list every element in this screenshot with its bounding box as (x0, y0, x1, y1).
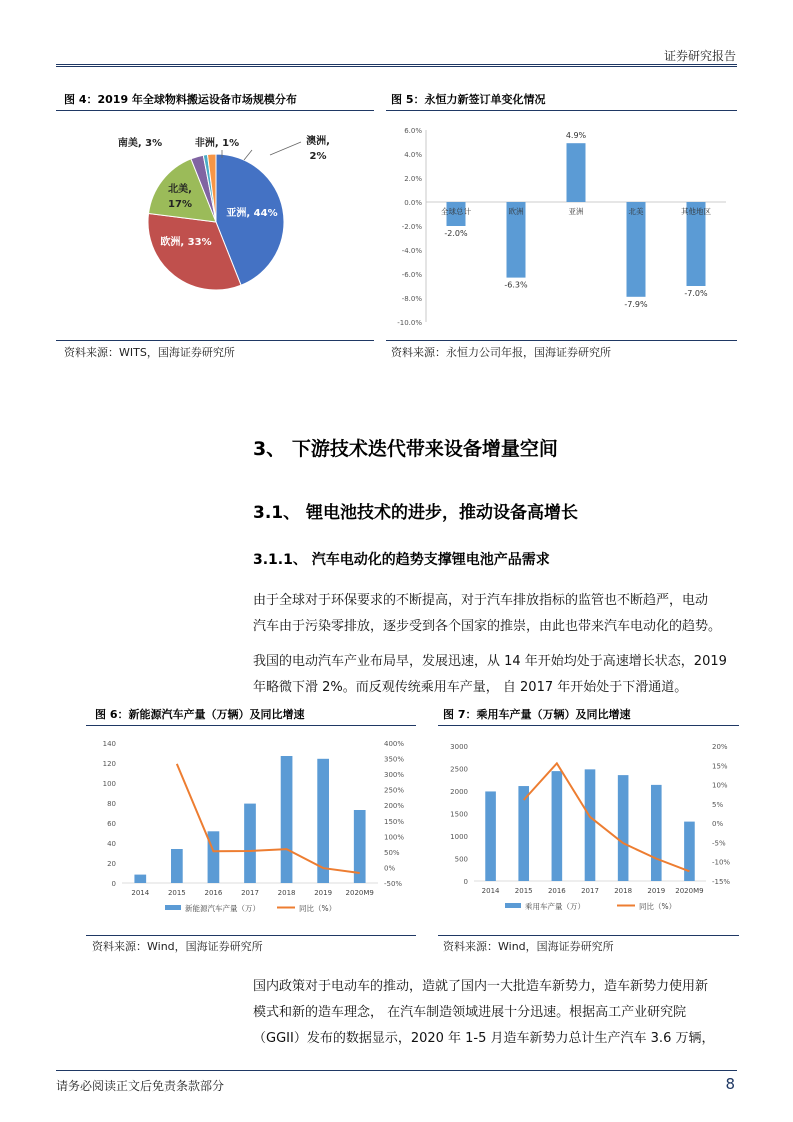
bar-2018 (618, 775, 629, 881)
left-tick-label: 20 (107, 860, 116, 868)
left-tick-label: 100 (102, 780, 116, 788)
header-divider (56, 64, 737, 65)
legend-line-label: 同比（%） (299, 904, 337, 913)
paragraph-3-line-2: 模式和新的造车理念， 在汽车制造领域进展十分迅速。根据高工产业研究院 (253, 1005, 687, 1020)
right-tick-label: 10% (712, 781, 728, 790)
left-tick-label: 80 (107, 800, 116, 808)
bar-2015 (171, 849, 183, 883)
category-label: 全球总计 (441, 207, 471, 216)
paragraph-2-line-1: 我国的电动汽车产业布局早，发展迅速，从 14 年开始均处于高速增长状态，2019 (253, 654, 727, 669)
right-tick-label: 300% (384, 771, 405, 780)
right-tick-label: 50% (384, 848, 400, 857)
figure4-pie-chart (56, 112, 374, 337)
y-tick-label: -8.0% (401, 295, 422, 303)
footer-divider (56, 1070, 737, 1071)
legend-bar-label: 乘用车产量（万） (525, 902, 585, 911)
paragraph-1-line-1: 由于全球对于环保要求的不断提高，对于汽车排放指标的监管也不断趋严，电动 (253, 593, 709, 608)
right-tick-label: 20% (712, 743, 728, 751)
figure7-combo-chart (438, 728, 739, 933)
bar-2020M9 (684, 822, 695, 881)
right-tick-label: 350% (384, 755, 405, 764)
leader-line-south-america (244, 150, 252, 160)
paragraph-3-line-3: （GGII）发布的数据显示，2020 年 1-5 月造车新势力总计生产汽车 3.6 万辆， (253, 1031, 715, 1046)
bar-2017 (585, 769, 596, 881)
footer-disclaimer: 请务必阅读正文后免责条款部分 (56, 1079, 225, 1093)
pie-label-澳洲-pct: 2% (309, 151, 327, 162)
figure6-bottom-rule (86, 935, 416, 936)
figure7-title: 图 7：乘用车产量（万辆）及同比增速 (443, 708, 631, 721)
x-tick-label: 2016 (204, 889, 223, 897)
figure6-top-rule (86, 725, 416, 726)
value-label: -7.9% (624, 299, 648, 309)
pie-label-欧洲: 欧洲, 33% (160, 237, 212, 248)
right-tick-label: 150% (384, 817, 405, 826)
x-tick-label: 2019 (647, 887, 666, 895)
value-label: -2.0% (444, 229, 468, 238)
leader-line-oceania (270, 142, 301, 155)
value-label: -6.3% (504, 280, 528, 290)
x-tick-label: 2020M9 (345, 889, 374, 897)
right-tick-label: -15% (712, 878, 731, 886)
y-tick-label: -2.0% (401, 223, 422, 231)
figure6-combo-chart (86, 728, 416, 933)
x-tick-label: 2017 (581, 887, 599, 895)
y-tick-label: 0.0% (404, 199, 422, 207)
bar-2014 (134, 875, 146, 883)
bar-北美 (627, 202, 646, 297)
growth-line (524, 763, 690, 871)
pie-label-南美: 南美, 3% (117, 138, 163, 149)
bar-2017 (244, 804, 256, 883)
x-tick-label: 2014 (131, 889, 150, 897)
left-tick-label: 500 (454, 855, 468, 864)
x-tick-label: 2015 (514, 887, 533, 895)
category-label: 亚洲 (568, 207, 584, 216)
right-tick-label: -5% (712, 839, 726, 848)
figure5-title: 图 5：永恒力新签订单变化情况 (391, 93, 546, 106)
pie-label-亚洲: 亚洲, 44% (226, 208, 278, 219)
bar-2019 (317, 759, 329, 883)
y-tick-label: 4.0% (404, 151, 422, 159)
bar-2018 (281, 756, 293, 883)
y-tick-label: 6.0% (404, 127, 422, 135)
left-tick-label: 2000 (450, 788, 468, 796)
paragraph-2-line-2: 年略微下滑 2%。而反观传统乘用车产量， 自 2017 年开始处于下滑通道。 (253, 680, 688, 695)
figure7-top-rule (438, 725, 739, 726)
left-tick-label: 1500 (450, 810, 468, 819)
legend-line-label: 同比（%） (639, 902, 677, 911)
page-number: 8 (725, 1075, 735, 1093)
y-tick-label: 2.0% (404, 175, 422, 183)
right-tick-label: 0% (384, 864, 396, 873)
pie-label-澳洲: 澳洲, (306, 136, 330, 147)
right-tick-label: 250% (384, 786, 405, 795)
right-tick-label: 200% (384, 802, 405, 811)
x-tick-label: 2018 (277, 889, 296, 897)
pie-slices (148, 154, 284, 290)
right-tick-label: 0% (712, 820, 724, 829)
figure7-bottom-rule (438, 935, 739, 936)
figure5-source: 资料来源：永恒力公司年报，国海证券研究所 (391, 346, 611, 359)
figure4-title: 图 4：2019 年全球物料搬运设备市场规模分布 (64, 93, 297, 106)
left-tick-label: 0 (463, 878, 468, 886)
right-tick-label: 15% (712, 762, 728, 771)
pie-label-北美: 北美, (168, 184, 192, 195)
section-3-1-heading: 3.1、 锂电池技术的进步，推动设备高增长 (253, 503, 579, 523)
left-tick-label: 3000 (450, 743, 468, 751)
paragraph-3 (253, 974, 738, 1052)
left-tick-label: 60 (107, 820, 116, 828)
x-tick-label: 2018 (614, 887, 633, 895)
figure5-bar-chart (386, 112, 737, 337)
bar-2016 (552, 771, 563, 881)
bar-亚洲 (567, 143, 586, 202)
section-3-1-1-heading: 3.1.1、 汽车电动化的趋势支撑锂电池产品需求 (253, 552, 550, 568)
figure4-bottom-rule (56, 340, 374, 341)
paragraph-1 (253, 588, 738, 640)
left-tick-label: 140 (102, 740, 116, 748)
figure5-bottom-rule (386, 340, 737, 341)
x-tick-label: 2017 (241, 889, 259, 897)
figure7-source: 资料来源：Wind，国海证券研究所 (443, 940, 614, 953)
value-label: -7.0% (684, 289, 708, 298)
x-tick-label: 2020M9 (675, 887, 704, 895)
figure4-top-rule (56, 110, 374, 111)
report-type-label: 证券研究报告 (663, 49, 736, 63)
pie-label-非洲: 非洲, 1% (194, 138, 240, 149)
left-tick-label: 0 (111, 880, 116, 888)
paragraph-1-line-2: 汽车由于污染零排放，逐步受到各个国家的推崇，由此也带来汽车电动化的趋势。 (253, 619, 722, 634)
right-tick-label: 400% (384, 740, 405, 748)
pie-label-北美-pct: 17% (168, 199, 192, 210)
figure4-source: 资料来源：WITS，国海证券研究所 (64, 346, 235, 359)
right-tick-label: -50% (384, 880, 403, 888)
y-tick-label: -4.0% (401, 247, 422, 255)
figure6-title: 图 6：新能源汽车产量（万辆）及同比增速 (95, 708, 305, 721)
x-tick-label: 2016 (547, 887, 566, 895)
left-tick-label: 2500 (450, 765, 468, 774)
right-tick-label: -10% (712, 858, 731, 867)
left-tick-label: 120 (102, 760, 116, 768)
right-tick-label: 100% (384, 833, 405, 842)
category-label: 其他地区 (681, 207, 711, 216)
category-label: 北美 (628, 207, 644, 216)
header-divider-2 (56, 66, 737, 67)
value-label: 4.9% (565, 131, 587, 141)
figure6-source: 资料来源：Wind，国海证券研究所 (92, 940, 263, 953)
bar-2019 (651, 785, 662, 881)
x-tick-label: 2015 (167, 889, 186, 897)
x-tick-label: 2014 (481, 887, 500, 895)
legend-bar-label: 新能源汽车产量（万） (185, 904, 260, 913)
bar-2015 (518, 786, 529, 881)
paragraph-3-line-1: 国内政策对于电动车的推动，造就了国内一大批造车新势力，造车新势力使用新 (253, 979, 709, 994)
growth-line (177, 764, 360, 873)
legend-bar-swatch (505, 903, 521, 908)
y-tick-label: -10.0% (397, 319, 422, 327)
y-tick-label: -6.0% (401, 271, 422, 279)
bar-2014 (485, 791, 496, 881)
section-3-heading: 3、 下游技术迭代带来设备增量空间 (253, 438, 558, 460)
figure5-top-rule (386, 110, 737, 111)
right-tick-label: 5% (712, 800, 724, 809)
category-label: 欧洲 (508, 207, 524, 216)
legend-bar-swatch (165, 905, 181, 910)
left-tick-label: 40 (107, 840, 116, 848)
x-tick-label: 2019 (314, 889, 333, 897)
paragraph-2 (253, 649, 738, 701)
left-tick-label: 1000 (450, 833, 468, 841)
